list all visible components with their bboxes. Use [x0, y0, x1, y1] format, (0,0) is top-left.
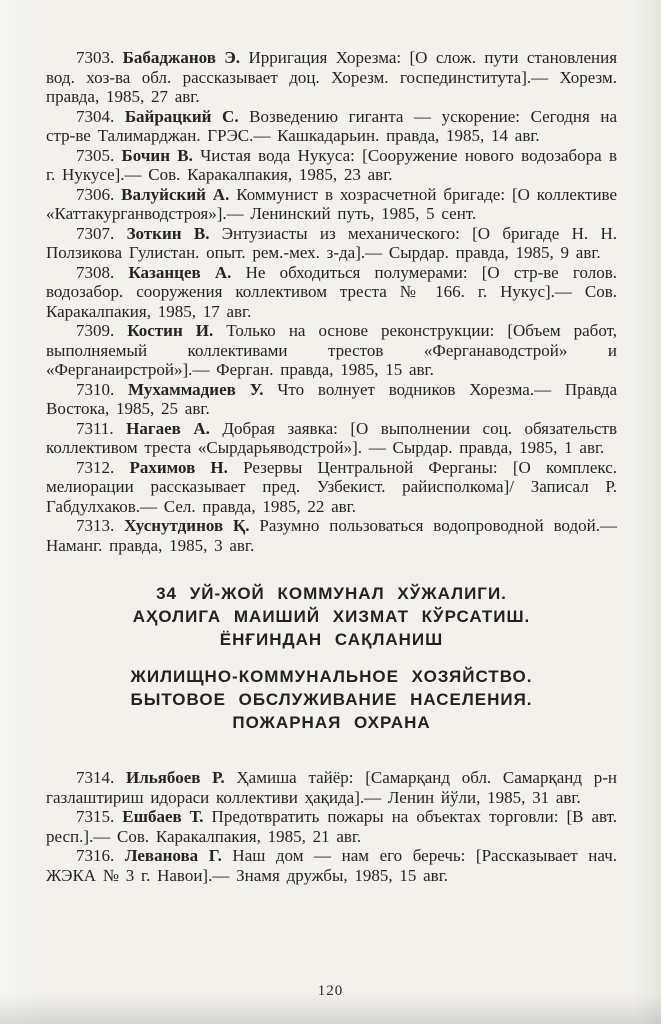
section-heading-line: ЖИЛИЩНО-КОММУНАЛЬНОЕ ХОЗЯЙСТВО.: [130, 667, 533, 686]
entry-number: 7308.: [76, 262, 115, 282]
entry-author: Бабаджанов Э.: [122, 48, 241, 67]
entry-number: 7305.: [76, 145, 115, 165]
bib-entry: [46, 321, 617, 380]
entry-text: Что волнует водников Хорезма.— Правда Востока, 1985, 25 авг.: [46, 379, 617, 418]
bibliography-list-top: [46, 48, 617, 555]
section-heading-russian: [46, 665, 617, 734]
entry-author: Казанцев А.: [128, 262, 232, 282]
entry-text: Не обходиться полумерами: [О стр-ве голов. водозабор. сооружения коллективом треста № 166. г. Нукус].— Сов. Каракалпакия, 1985, 17 авг.: [46, 262, 618, 321]
bib-entry: [46, 807, 617, 846]
entry-number: 7310.: [76, 379, 115, 399]
entry-author: Зоткин В.: [126, 223, 210, 243]
entry-author: Леванова Г.: [124, 846, 222, 865]
entry-author: Ильябоев Р.: [125, 768, 225, 787]
entry-text: Предотвратить пожары на объектах торговли: [В авт. респ.].— Сов. Каракалпакия, 1985, 21 авг.: [46, 807, 618, 846]
entry-author: Рахимов Н.: [129, 457, 228, 477]
entry-author: Байрацкий С.: [124, 106, 239, 126]
entry-author: Мухаммадиев У.: [128, 379, 264, 399]
bibliography-list-bottom: [46, 768, 617, 885]
bib-entry: [46, 263, 617, 322]
section-heading-line: 34 УЙ-ЖОЙ КОММУНАЛ ХЎЖАЛИГИ.: [156, 584, 507, 603]
entry-text: Добрая заявка: [О выполнении соц. обязательств коллективом треста «Сырдарьяводстрой»]. — Сырдар. правда, 1985, 1 авг.: [46, 418, 618, 457]
entry-text: Только на основе реконструкции: [Объем работ, выполняемый коллективами трестов «Ферганаводстрой» и «Ферганаирстрой»].— Ферган. правда, 1985, 15 авг.: [46, 321, 617, 379]
entry-text: Коммунист в хозрасчетной бригаде: [О коллективе «Каттакурганводстроя»].— Ленинский путь, 1985, 5 сент.: [46, 184, 618, 223]
bib-entry: [46, 107, 617, 146]
bib-entry: [46, 846, 617, 885]
entry-text: Возведению гиганта — ускорение: Сегодня на стр-ве Талимарджан. ГРЭС.— Кашкадарьин. правда, 1985, 14 авг.: [46, 106, 618, 145]
entry-text: Разумно пользоваться водопроводной водой.— Наманг. правда, 1985, 3 авг.: [46, 516, 617, 555]
section-heading-line: ПОЖАРНАЯ ОХРАНА: [232, 713, 431, 732]
bib-entry: [46, 48, 617, 107]
entry-text: Чистая вода Нукуса: [Сооружение нового водозабора в г. Нукусе].— Сов. Каракалпакия, 1985, 23 авг.: [46, 145, 618, 184]
bib-entry: [46, 516, 617, 555]
entry-number: 7316.: [76, 846, 115, 865]
section-heading-line: АҲОЛИГА МАИШИЙ ХИЗМАТ КЎРСАТИШ.: [132, 607, 531, 626]
entry-number: 7312.: [76, 457, 115, 477]
section-heading-line: БЫТОВОЕ ОБСЛУЖИВАНИЕ НАСЕЛЕНИЯ.: [130, 690, 533, 709]
entry-number: 7314.: [76, 768, 115, 787]
entry-number: 7306.: [76, 184, 115, 204]
entry-author: Бочин В.: [121, 145, 193, 165]
bib-entry: [46, 185, 617, 224]
entry-text: Резервы Центральной Ферганы: [О комплекс. мелиорации рассказывает пред. Узбекист. райисполкома]/ Записал Р. Габдулхаков.— Сел. правда, 1985, 22 авг.: [46, 457, 618, 516]
bib-entry: [46, 380, 617, 419]
entry-author: Нагаев А.: [126, 418, 210, 438]
entry-number: 7309.: [76, 321, 115, 340]
page-number: 120: [317, 983, 344, 999]
entry-number: 7313.: [76, 516, 115, 535]
bib-entry: [46, 768, 617, 807]
bib-entry: [46, 224, 617, 263]
section-heading-uzbek: [46, 582, 617, 651]
bib-entry: [46, 146, 617, 185]
entry-number: 7304.: [76, 106, 115, 126]
entry-author: Костин И.: [127, 321, 214, 340]
entry-text: Наш дом — нам его беречь: [Рассказывает нач. ЖЭКА № 3 г. Навои].— Знамя дружбы, 1985, 15 авг.: [46, 846, 617, 885]
bib-entry: [46, 419, 617, 458]
entry-number: 7315.: [76, 807, 115, 826]
entry-author: Валуйский А.: [121, 184, 230, 204]
bib-entry: [46, 458, 617, 517]
entry-number: 7303.: [76, 48, 115, 67]
entry-number: 7311.: [76, 418, 114, 438]
entry-author: Хуснутдинов Қ.: [124, 516, 250, 535]
entry-text: Ҳамиша тайёр: [Самарқанд обл. Самарқанд р-н газлаштириш идораси коллективи ҳақида].— Ленин йўли, 1985, 31 авг.: [46, 768, 618, 807]
entry-text: Ирригация Хорезма: [О слож. пути становления вод. хоз-ва обл. рассказывает доц. Хорезм. госпединститута].— Хорезм. правда, 1985, 27 авг.: [46, 48, 618, 106]
entry-number: 7307.: [76, 223, 115, 243]
entry-text: Энтузиасты из механического: [О бригаде Н. Н. Ползикова Гулистан. опыт. рем.-мех. з-да].— Сырдар. правда, 1985, 9 авг.: [46, 223, 618, 262]
section-heading-line: ЁНҒИНДАН САҚЛАНИШ: [219, 630, 444, 649]
entry-author: Ешбаев Т.: [122, 807, 204, 826]
